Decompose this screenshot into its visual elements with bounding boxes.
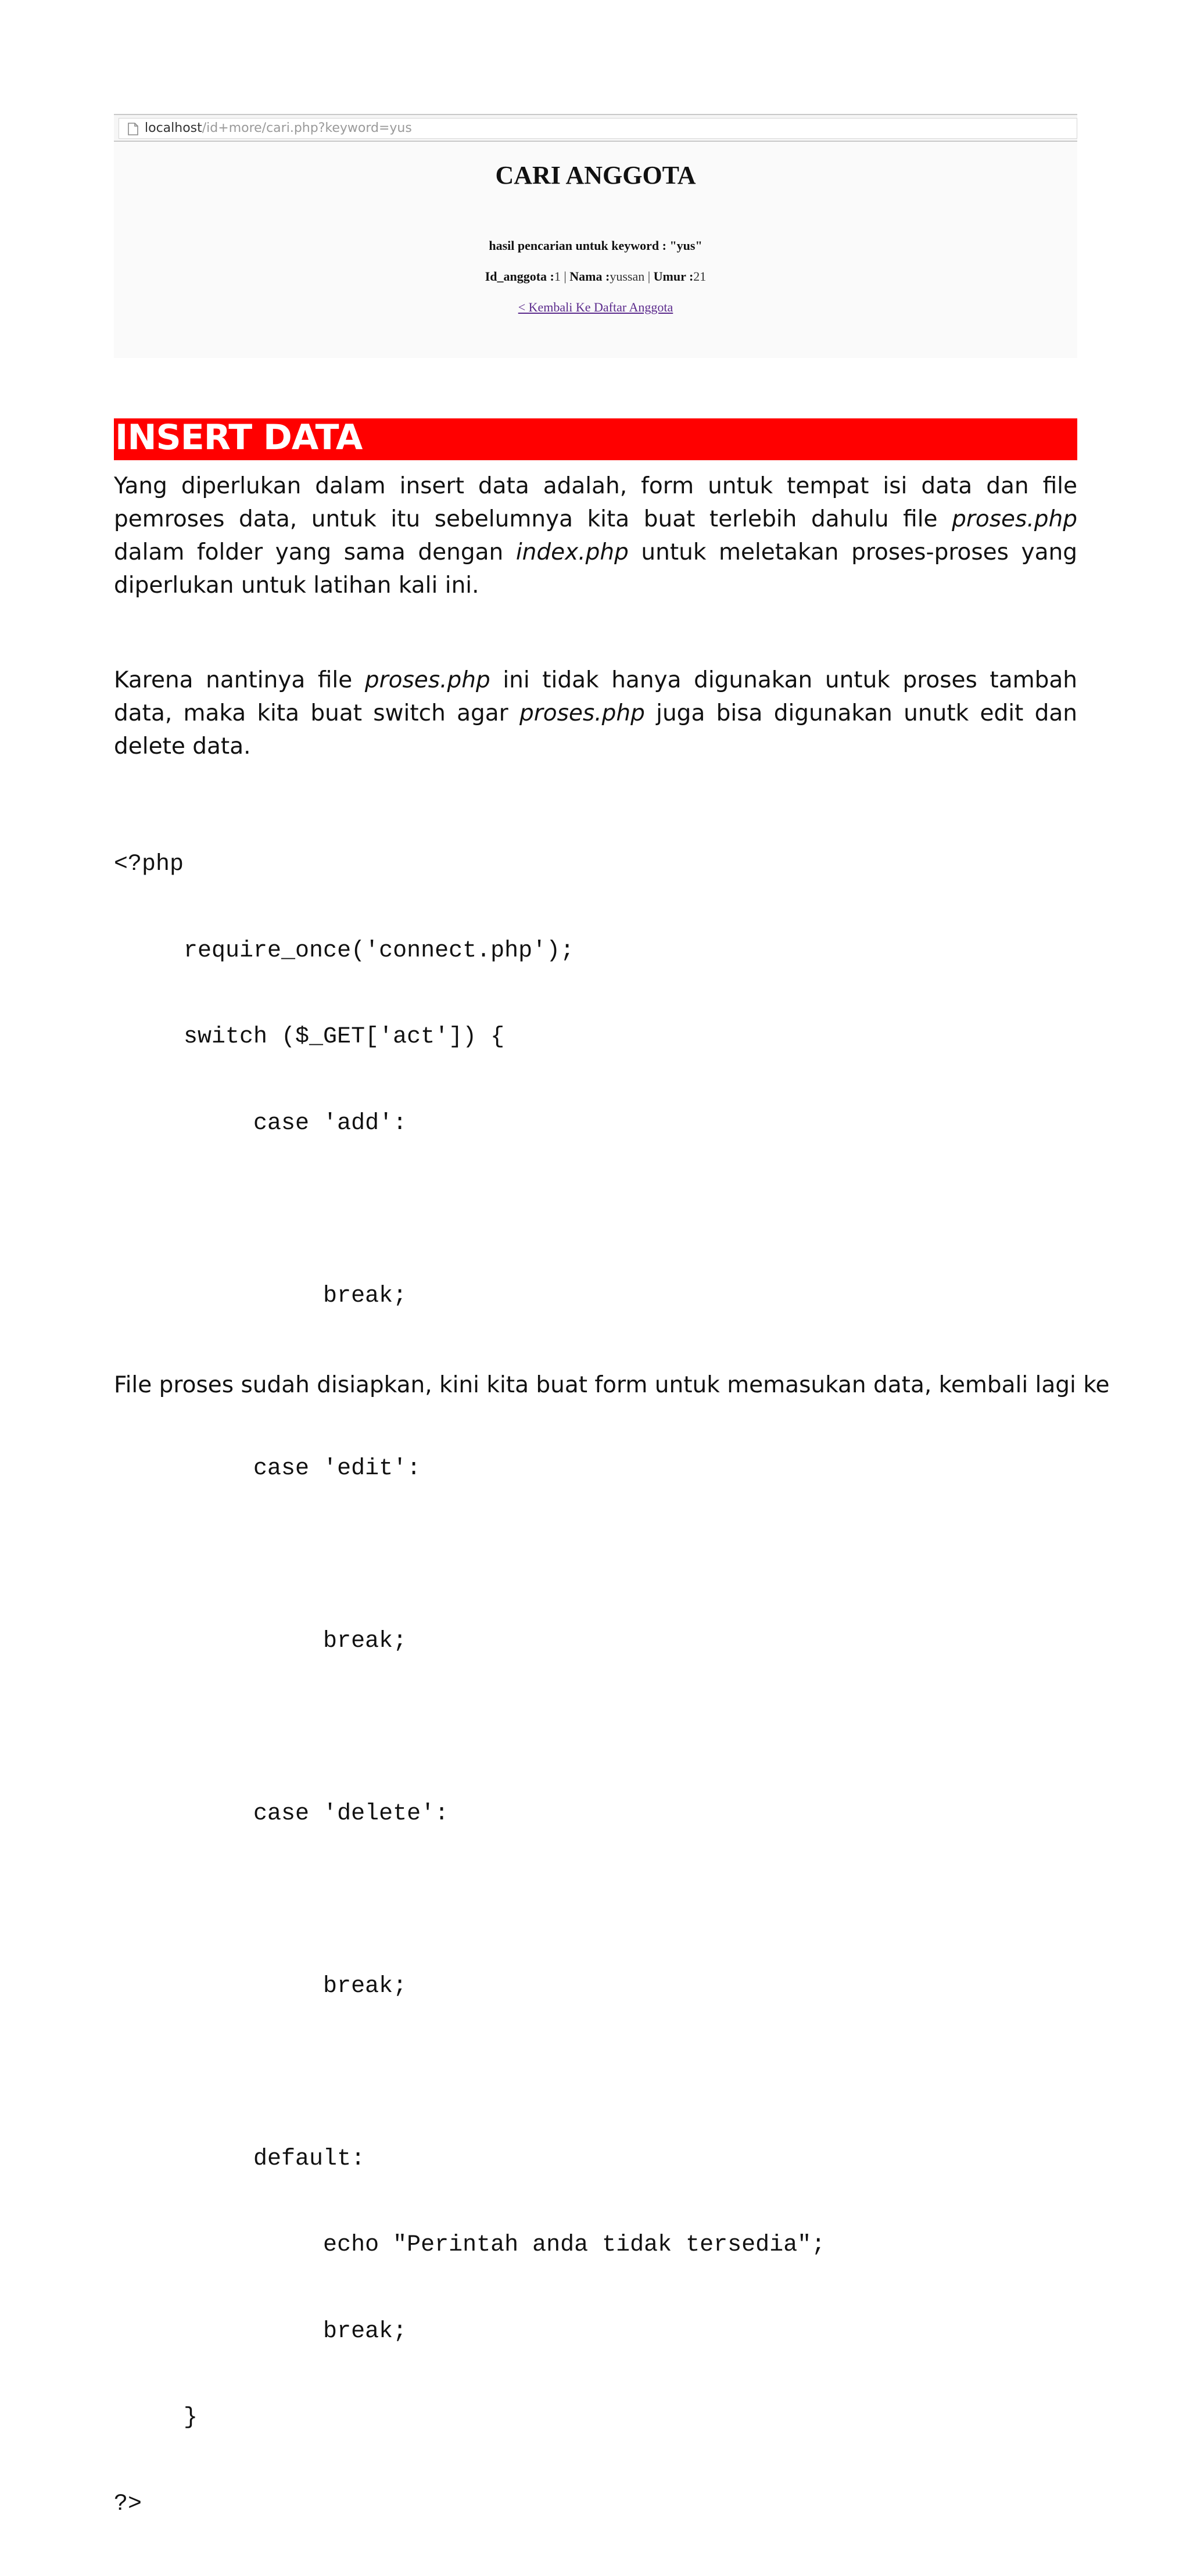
code-line (114, 1540, 1077, 1570)
code-line: case 'edit': (114, 1455, 421, 1482)
paragraph-intro (114, 470, 1077, 602)
code-line (114, 1713, 1077, 1742)
id-value: 1 (554, 269, 561, 284)
code-line: default: (114, 2145, 365, 2172)
text-run: dalam folder yang sama dengan (114, 539, 516, 565)
code-line (114, 1886, 1077, 1915)
filename-proses: proses.php (519, 700, 645, 726)
section-heading-bar (114, 418, 1077, 460)
text-run: Karena nantinya file (114, 667, 365, 693)
separator: | (560, 269, 570, 284)
code-line: break; (114, 1628, 407, 1654)
separator: | (644, 269, 654, 284)
url-path: /id+more/cari.php?keyword=yus (202, 121, 412, 135)
address-bar (114, 114, 1077, 142)
browser-screenshot (114, 114, 1077, 358)
filename-proses: proses.php (952, 506, 1077, 532)
text-run: ini tidak hanya digunakan untuk proses tambah data, maka kita buat switch agar (114, 667, 1077, 726)
back-to-list-link[interactable]: < Kembali Ke Daftar Anggota (518, 300, 673, 314)
url-host: localhost (145, 121, 202, 135)
back-link-row (114, 300, 1077, 315)
paragraph-continue: File proses sudah disiapkan, kini kita buat form untuk memasukan data, kembali lagi ke (114, 1372, 1110, 1398)
code-line: case 'delete': (114, 1800, 449, 1827)
code-line: echo "Perintah anda tidak tersedia"; (114, 2232, 826, 2258)
code-line: <?php (114, 851, 184, 877)
name-value: yussan (610, 269, 645, 284)
code-line: switch ($_GET['act']) { (114, 1024, 505, 1050)
filename-index: index.php (515, 539, 629, 565)
search-page-title: CARI ANGGOTA (495, 161, 696, 189)
age-label: Umur : (653, 269, 694, 284)
address-field (119, 118, 1077, 139)
text-run: juga bisa digunakan unutk edit dan delete data. (114, 700, 1077, 759)
result-label-text: hasil pencarian untuk keyword : "yus" (489, 238, 702, 253)
name-label: Nama : (569, 269, 610, 284)
code-line: break; (114, 1282, 407, 1309)
text-run: untuk meletakan proses-proses yang diperlukan untuk latihan kali ini. (114, 539, 1078, 599)
search-result-label (114, 238, 1077, 253)
address-url (145, 121, 412, 135)
code-line: break; (114, 1973, 407, 2000)
code-line: ?> (114, 2491, 142, 2517)
id-label: Id_anggota : (485, 269, 554, 284)
section-heading: INSERT DATA (115, 417, 363, 458)
age-value: 21 (693, 269, 707, 284)
code-line (114, 2058, 1077, 2087)
filename-proses: proses.php (364, 667, 490, 693)
php-code-block (114, 793, 1110, 2576)
paragraph-switch (114, 664, 1077, 763)
search-result-record (114, 269, 1077, 284)
page-icon (127, 123, 139, 135)
code-line: require_once('connect.php'); (114, 937, 575, 964)
code-line: } (114, 2405, 198, 2431)
code-line: case 'add': (114, 1110, 407, 1137)
code-line (114, 1195, 1077, 1224)
code-line: break; (114, 2318, 407, 2345)
text-run: Yang diperlukan dalam insert data adalah, form untuk tempat isi data dan file pemroses data, untuk itu sebelumnya kita buat terlebih dahulu file (114, 473, 1077, 532)
